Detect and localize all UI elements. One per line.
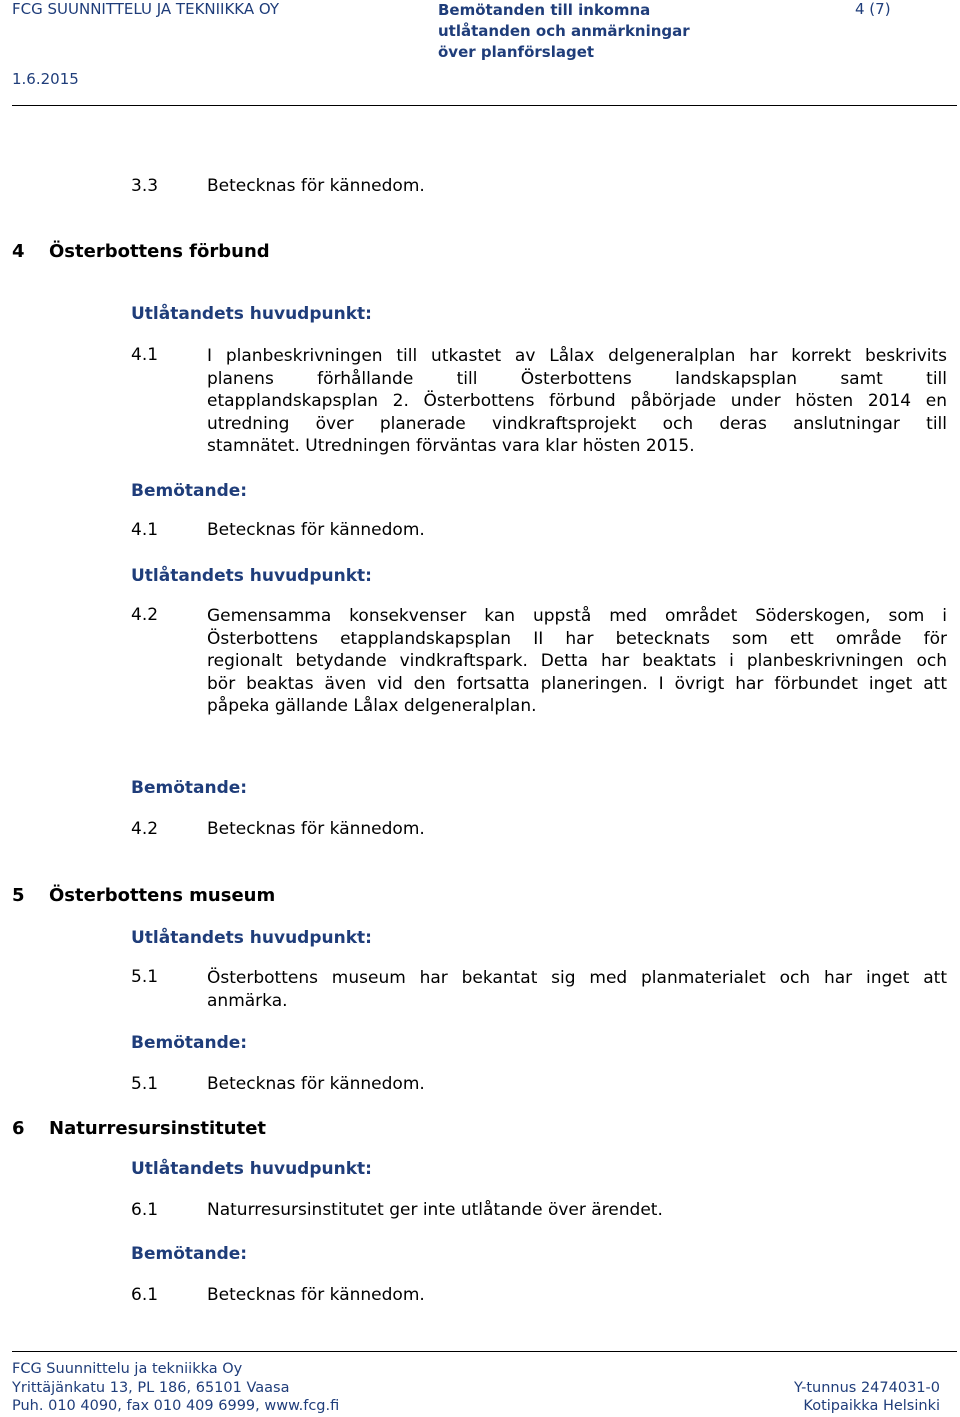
item-text: Betecknas för kännedom. [207,1285,425,1305]
item-text: Betecknas för kännedom. [207,819,425,839]
statement-paragraph [207,967,947,1012]
paragraph-line: regionalt betydande vindkraftspark. Detta har beaktats i planbeskrivningen och [207,651,947,671]
statement-label: Utlåtandets huvudpunkt: [131,304,372,324]
document-title-line-3: över planförslaget [438,43,595,61]
paragraph-line: utredning över planerade vindkraftsprojekt och deras anslutningar till [207,413,947,434]
page-number: 4 (7) [855,0,891,18]
item-number: 4.2 [131,605,159,625]
item-number: 6.1 [131,1285,159,1305]
company-name: FCG SUUNNITTELU JA TEKNIIKKA OY [12,0,280,18]
paragraph-line: anmärka. [207,990,288,1011]
response-label: Bemötande: [131,1033,248,1053]
document-title-line-1: Bemötanden till inkomna [438,1,651,19]
response-label: Bemötande: [131,1244,248,1264]
paragraph-line: etapplandskapsplan 2. Österbottens förbund påbörjade under hösten 2014 en [207,391,947,411]
section-title: Naturresursinstitutet [49,1118,267,1139]
item-text: Betecknas för kännedom. [207,1074,425,1094]
footer-contact: Puh. 010 4090, fax 010 409 6999, www.fcg.fi [12,1398,340,1414]
section-number: 4 [12,241,25,262]
paragraph-line: Gemensamma konsekvenser kan uppstå med området Söderskogen, som i [207,606,947,626]
statement-paragraph [207,345,947,458]
item-number: 3.3 [131,176,159,196]
item-number: 5.1 [131,967,159,987]
item-number: 6.1 [131,1200,159,1220]
paragraph-line: bör beaktas även vid den fortsatta planeringen. I övrigt har förbundet inget att [207,673,947,694]
section-title: Österbottens förbund [49,241,270,262]
document-date: 1.6.2015 [12,70,79,88]
statement-label: Utlåtandets huvudpunkt: [131,1159,372,1179]
item-number: 4.1 [131,520,159,540]
document-title [438,0,690,63]
header-divider [12,105,957,106]
item-text: Betecknas för kännedom. [207,176,425,196]
paragraph-line: stamnätet. Utredningen förväntas vara klar hösten 2015. [207,436,695,456]
footer-divider [12,1351,957,1352]
response-label: Bemötande: [131,481,248,501]
footer-business-id: Y-tunnus 2474031-0 [793,1380,940,1396]
section-number: 6 [12,1118,25,1139]
section-number: 5 [12,885,25,906]
footer-domicile: Kotipaikka Helsinki [803,1398,940,1414]
item-number: 4.2 [131,819,159,839]
paragraph-line: I planbeskrivningen till utkastet av Lålax delgeneralplan har korrekt beskrivits [207,346,947,366]
paragraph-line: Österbottens museum har bekantat sig med planmaterialet och har inget att [207,968,947,988]
paragraph-line: Österbottens etapplandskapsplan II har betecknats som ett område för [207,628,947,649]
response-label: Bemötande: [131,778,248,798]
statement-paragraph [207,605,947,718]
item-text: Naturresursinstitutet ger inte utlåtande över ärendet. [207,1200,663,1220]
item-number: 4.1 [131,345,159,365]
item-number: 5.1 [131,1074,159,1094]
statement-label: Utlåtandets huvudpunkt: [131,566,372,586]
paragraph-line: planens förhållande till Österbottens landskapsplan samt till [207,368,947,389]
paragraph-line: påpeka gällande Lålax delgeneralplan. [207,696,537,716]
item-text: Betecknas för kännedom. [207,520,425,540]
document-title-line-2: utlåtanden och anmärkningar [438,22,690,40]
section-title: Österbottens museum [49,885,276,906]
statement-label: Utlåtandets huvudpunkt: [131,928,372,948]
footer-company: FCG Suunnittelu ja tekniikka Oy [12,1361,243,1377]
footer-address: Yrittäjänkatu 13, PL 186, 65101 Vaasa [12,1380,290,1396]
